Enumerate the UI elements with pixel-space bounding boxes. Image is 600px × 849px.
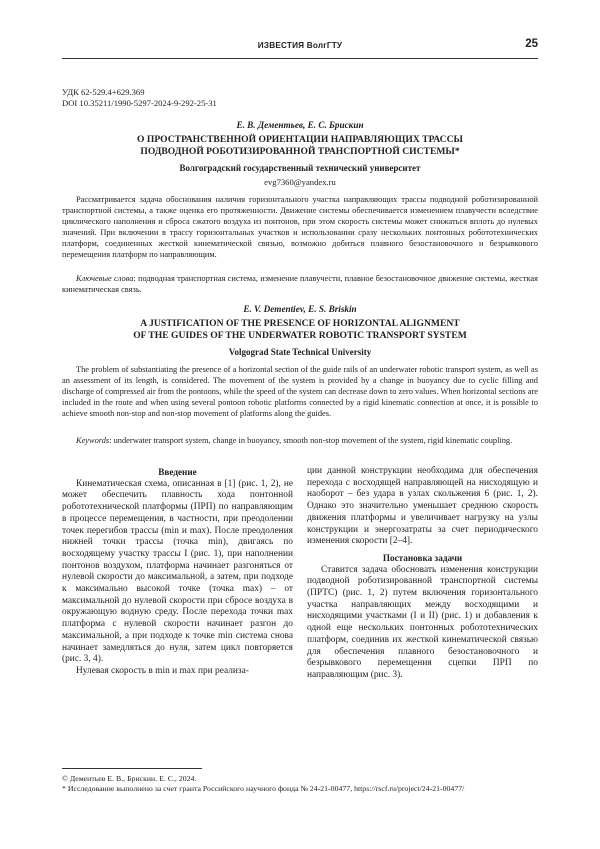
paragraph: Нулевая скорость в min и max при реализа- (76, 665, 249, 676)
paragraph: Кинематическая схема, описанная в [1] (рис. 1, 2), не может обеспечить плавность хода понтонной робототехнической платформы (ПРП) по направляющим в процессе перемещения, в частности, при преодолении точек перегибов трассы (min и max). После преодоления нижней точки трассы (точка min), двигаясь по восходящему участку трассы I (рис. 1), при наполнении понтонов воздухом, платформа начинает разгоняться от нулевой скорости до максимальной, а затем, при подходе к максимально высокой точке (точка max) – от максимальной до нулевой скорости при сбросе воздуха в окружающую водную среду. После перехода точки max платформа с нулевой скорости начинает разгон до максимальной, а при подходе к точке min система снова начинает замедляться до нуля, затем цикл повторяется (рис. 3, 4). (62, 478, 293, 665)
keywords-label-en: Keywords (76, 436, 110, 445)
copyright-note: © Дементьев Е. В., Брискин. Е. С., 2024. (62, 774, 197, 783)
keywords-label-ru: Ключевые слова (76, 274, 134, 283)
affiliation-ru: Волгоградский государственный технический университет (179, 163, 421, 173)
abstract-en: The problem of substantiating the presence of a horizontal section of the guide rails of an underwater robotic transport system, as well as an assessment of its length, is considered. The movement of the system is provided by a change in buoyancy due to cyclic filling and discharge of compressed air from the pontoons, while the speed of the system can decrease down to zero values. When horizontal sections are included in the route and when using several pontoon robotic platforms connected by a rigid kinematic connection at once, it is possible to achieve smooth non-stop and non-stop movement of platforms along the guides. (62, 365, 538, 418)
udc-code: УДК 62-529.4+629.369 (62, 87, 145, 97)
title-ru-line2: ПОДВОДНОЙ РОБОТИЗИРОВАННОЙ ТРАНСПОРТНОЙ СИСТЕМЫ* (140, 146, 460, 157)
section-heading-introduction: Введение (158, 467, 197, 477)
title-en-line1: A JUSTIFICATION OF THE PRESENCE OF HORIZONTAL ALIGNMENT (140, 318, 460, 329)
keywords-ru (62, 273, 538, 295)
affiliation-en: Volgograd State Technical University (228, 347, 372, 357)
doi: DOI 10.35211/1990-5297-2024-9-292-25-31 (62, 98, 217, 108)
authors-en: E. V. Dementiev, E. S. Briskin (243, 304, 357, 314)
footnote-divider (62, 768, 202, 769)
paragraph: ции данной конструкции необходима для обеспечения перехода с восходящей направляющей на нисходящую и наоборот – без удара в узлах скольжения 6 (рис. 1, 2). Однако это значительно уменьшает среднюю скорость движения платформы и увеличивает нагрузку на узлы конструкции и энергозатраты за счет периодического изменения скорости [2–4]. (307, 466, 538, 547)
journal-name: ИЗВЕСТИЯ ВолгГТУ (257, 41, 343, 50)
title-en-line2: OF THE GUIDES OF THE UNDERWATER ROBOTIC TRANSPORT SYSTEM (133, 330, 467, 341)
body-left-column (62, 467, 293, 678)
section-heading-problem: Постановка задачи (382, 552, 463, 563)
page-number: 25 (525, 38, 538, 50)
title-ru-line1: О ПРОСТРАНСТВЕННОЙ ОРИЕНТАЦИИ НАПРАВЛЯЮЩИХ ТРАССЫ (137, 134, 463, 145)
grant-footnote: * Исследование выполнено за счет гранта Российского научного фонда № 24-21-00477, https://rscf.ru/project/24-21-00477/ (62, 784, 465, 793)
author-email: evg7360@yandex.ru (264, 177, 336, 187)
body-right-column (307, 466, 538, 682)
keywords-text-en: : underwater transport system, change in buoyancy, smooth non-stop movement of the system, rigid kinematic coupling. (109, 436, 513, 445)
keywords-text-ru: : подводная транспортная система, изменение плавучести, плавное безостановочное движение системы, жесткая кинематическая связь. (62, 274, 539, 294)
keywords-en (62, 435, 538, 446)
paragraph: Ставится задача обосновать изменения конструкции подводной роботизированной транспортной системы (ПРТС) (рис. 1, 2) путем включения горизонтального участка направляющих между восходящими и нисходящими участками (I и II) (рис. 1) и добавления к одной еще нескольких понтонных робототехнических платформ, соединив их жесткой кинематической связью для обеспечения плавного безостановочного и безрывкового перемещения сцепки ПРП по направляющим (рис. 3). (307, 564, 538, 680)
authors-ru: Е. В. Дементьев, Е. С. Брискин (236, 120, 364, 130)
abstract-ru: Рассматривается задача обоснования наличия горизонтального участка направляющих трассы подводной роботизированной транспортной системы, а также оценка его протяженности. Движение системы обеспечивается изменением плавучести вследствие циклического наполнения и сброса сжатого воздуха из понтонов, при этом скорость системы может снижаться вплоть до нулевых значений. При включении в трассу горизонтальных участков и использовании сразу нескольких понтонных робототехнических платформ, соединенных жесткой кинематической связью, возможно добиться плавного безостановочного и безрывкового перемещения платформ по направляющим. (62, 195, 538, 259)
running-header (62, 38, 538, 59)
